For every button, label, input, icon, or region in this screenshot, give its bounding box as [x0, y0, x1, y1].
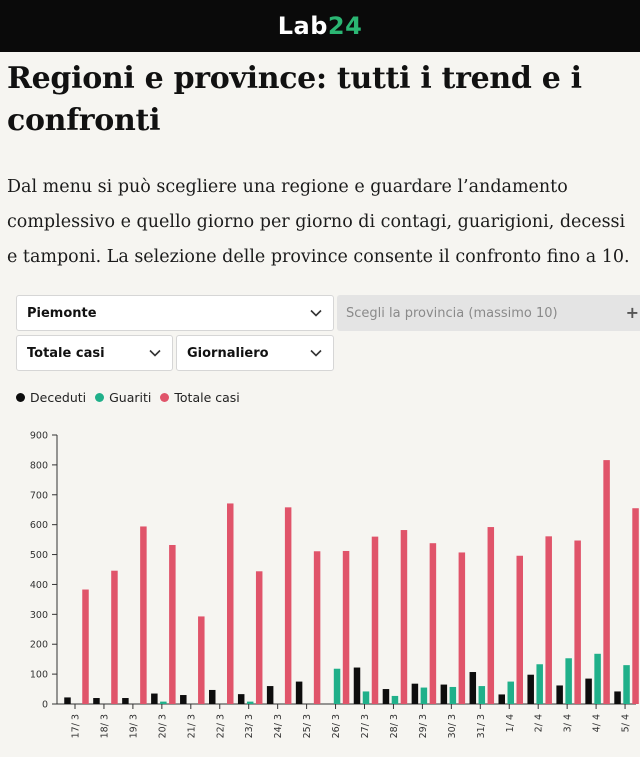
logo-text: Lab [277, 12, 328, 40]
legend-label: Guariti [109, 389, 152, 405]
page-title: Regioni e province: tutti i trend e i confronti [7, 61, 582, 138]
bar-deceduti[interactable] [180, 695, 187, 704]
x-tick-label: 2/ 4 [533, 714, 545, 733]
chevron-down-icon [309, 346, 323, 360]
bar-totale-casi[interactable] [140, 526, 147, 704]
bar-totale-casi[interactable] [198, 616, 205, 704]
chart-legend [16, 389, 249, 405]
y-tick-label: 300 [29, 609, 48, 621]
bar-totale-casi[interactable] [430, 543, 437, 704]
bar-guariti[interactable] [421, 688, 428, 704]
legend-item-totale-casi[interactable] [160, 390, 239, 405]
x-tick-label: 26/ 3 [331, 714, 343, 739]
legend-item-deceduti[interactable] [16, 390, 86, 405]
bar-totale-casi[interactable] [82, 590, 89, 704]
bar-totale-casi[interactable] [401, 530, 408, 704]
bar-deceduti[interactable] [238, 694, 245, 704]
bar-deceduti[interactable] [441, 685, 448, 704]
bar-guariti[interactable] [536, 664, 543, 704]
bar-totale-casi[interactable] [111, 571, 118, 704]
y-tick-label: 900 [29, 430, 48, 442]
bar-deceduti[interactable] [209, 690, 216, 704]
bar-deceduti[interactable] [93, 698, 100, 704]
bar-totale-casi[interactable] [488, 527, 495, 704]
bar-deceduti[interactable] [585, 679, 592, 704]
province-select[interactable] [337, 295, 640, 331]
bar-deceduti[interactable] [556, 685, 563, 704]
chevron-down-icon [309, 306, 323, 320]
bar-totale-casi[interactable] [343, 551, 350, 704]
metric-select[interactable] [16, 335, 173, 371]
x-tick-label: 27/ 3 [360, 714, 371, 739]
bar-deceduti[interactable] [267, 686, 274, 704]
y-tick-label: 400 [29, 579, 48, 591]
bar-guariti[interactable] [450, 687, 457, 704]
bar-deceduti[interactable] [354, 668, 361, 704]
bar-chart [0, 420, 640, 757]
bar-deceduti[interactable] [64, 697, 71, 704]
x-tick-label: 23/ 3 [244, 714, 256, 739]
logo-accent: 24 [327, 12, 363, 40]
bar-guariti[interactable] [594, 654, 601, 704]
y-tick-label: 700 [29, 490, 48, 502]
bar-guariti[interactable] [479, 686, 486, 704]
legend-item-guariti[interactable] [95, 390, 151, 405]
bar-totale-casi[interactable] [517, 556, 524, 704]
bar-guariti[interactable] [363, 691, 370, 704]
bar-deceduti[interactable] [383, 689, 390, 704]
bar-guariti[interactable] [247, 702, 254, 704]
bar-totale-casi[interactable] [256, 571, 263, 704]
bar-totale-casi[interactable] [545, 536, 552, 704]
bar-totale-casi[interactable] [372, 537, 379, 704]
bar-guariti[interactable] [623, 665, 630, 704]
x-tick-label: 1/ 4 [504, 714, 516, 733]
x-tick-label: 5/ 4 [620, 714, 632, 733]
bar-totale-casi[interactable] [169, 545, 176, 704]
x-tick-label: 3/ 4 [562, 714, 574, 733]
add-province-icon[interactable]: + [625, 303, 639, 322]
legend-dot [160, 393, 169, 402]
y-tick-label: 500 [29, 550, 48, 562]
x-tick-label: 28/ 3 [388, 714, 400, 739]
intro-paragraph: Dal menu si può scegliere una regione e guardare l’andamento complessivo e quello giorno per giorno di contagi, guarigioni, decessi e tamponi. La selezione delle province consente il confronto fino a 10. [7, 177, 630, 267]
y-tick-label: 0 [41, 699, 48, 711]
x-tick-label: 17/ 3 [70, 714, 82, 739]
y-tick-label: 200 [29, 639, 48, 651]
y-tick-label: 600 [29, 520, 48, 532]
x-tick-label: 21/ 3 [186, 714, 198, 739]
y-tick-label: 100 [29, 669, 48, 681]
x-tick-label: 25/ 3 [302, 714, 314, 739]
bar-deceduti[interactable] [499, 694, 506, 704]
bar-deceduti[interactable] [412, 684, 419, 704]
x-tick-label: 18/ 3 [99, 714, 111, 739]
bar-deceduti[interactable] [151, 694, 158, 704]
top-bar [0, 0, 640, 52]
lab24-logo[interactable] [278, 12, 363, 40]
bar-deceduti[interactable] [122, 698, 128, 704]
bar-totale-casi[interactable] [603, 460, 610, 704]
bar-totale-casi[interactable] [285, 507, 292, 704]
x-tick-label: 31/ 3 [475, 714, 487, 739]
bar-totale-casi[interactable] [459, 552, 466, 704]
x-tick-label: 22/ 3 [215, 714, 227, 739]
mode-select-value: Giornaliero [187, 345, 269, 361]
bar-totale-casi[interactable] [574, 541, 581, 704]
bar-totale-casi[interactable] [227, 503, 234, 704]
bar-guariti[interactable] [565, 658, 572, 704]
x-tick-label: 24/ 3 [273, 714, 285, 739]
bar-guariti[interactable] [160, 702, 167, 704]
x-tick-label: 4/ 4 [591, 714, 603, 733]
y-tick-label: 800 [29, 460, 48, 472]
bar-deceduti[interactable] [470, 672, 477, 704]
x-tick-label: 30/ 3 [446, 714, 458, 739]
legend-dot [95, 393, 104, 402]
bar-guariti[interactable] [508, 682, 515, 704]
bar-totale-casi[interactable] [632, 508, 639, 704]
x-tick-label: 29/ 3 [417, 714, 429, 739]
legend-label: Totale casi [174, 389, 240, 405]
x-tick-label: 20/ 3 [157, 714, 169, 739]
metric-select-value: Totale casi [27, 345, 105, 361]
bar-totale-casi[interactable] [314, 551, 321, 704]
bar-deceduti[interactable] [527, 675, 534, 704]
mode-select[interactable] [176, 335, 334, 371]
region-select[interactable] [16, 295, 334, 331]
legend-dot [16, 393, 25, 402]
x-tick-label: 19/ 3 [128, 714, 140, 739]
chevron-down-icon [148, 346, 162, 360]
bar-deceduti[interactable] [614, 691, 621, 704]
province-select-placeholder: Scegli la provincia (massimo 10) [346, 305, 558, 321]
bar-guariti[interactable] [392, 696, 399, 704]
region-select-value: Piemonte [27, 305, 97, 321]
legend-label: Deceduti [30, 389, 87, 405]
bar-deceduti[interactable] [296, 682, 303, 704]
bar-guariti[interactable] [334, 669, 341, 704]
